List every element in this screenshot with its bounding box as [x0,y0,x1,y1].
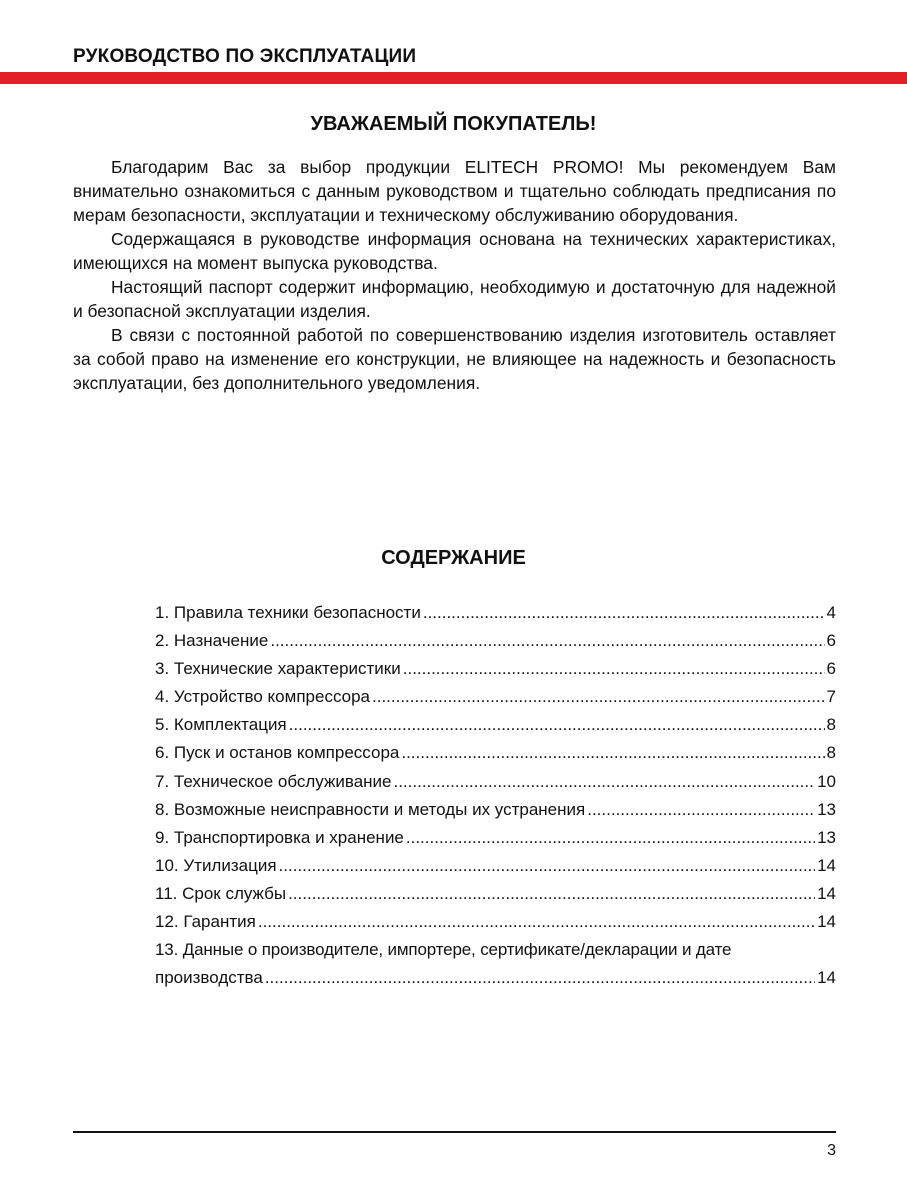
toc-dot-leader [265,964,815,992]
toc-item-label: 8. Возможные неисправности и методы их устранения [155,799,586,819]
intro-paragraph: Настоящий паспорт содержит информацию, необходимую и достаточную для надежной и безопасной эксплуатации изделия. [73,277,836,321]
toc-dot-leader [279,852,816,880]
toc-item-label: 2. Назначение [155,631,269,651]
toc-item-label: производства [155,968,263,988]
toc-dot-leader [401,739,824,767]
toc-item[interactable] [155,683,836,711]
toc-item[interactable] [155,824,836,852]
toc-item-page: 14 [817,855,836,875]
toc-dot-leader [406,824,815,852]
page-number: 3 [827,1142,836,1159]
toc-item-label: 13. Данные о производителе, импортере, сертификате/декларации и дате [155,940,732,960]
intro-paragraph: Благодарим Вас за выбор продукции ELITECH PROMO! Мы рекомендуем Вам внимательно ознакомиться с данным руководством и тщательно соблюдать предписания по мерам безопасности, эксплуатации и техническому обслуживанию оборудования. [73,157,836,225]
toc-item-label: 10. Утилизация [155,855,277,875]
toc-item-page: 13 [817,799,836,819]
toc-item[interactable] [155,655,836,683]
toc-item-label: 5. Комплектация [155,715,287,735]
toc-item-page: 6 [826,659,836,679]
toc-item[interactable] [155,768,836,796]
toc-item[interactable] [155,908,836,936]
toc-item[interactable] [155,599,836,627]
page-header-title: РУКОВОДСТВО ПО ЭКСПЛУАТАЦИИ [73,46,417,67]
greeting-heading: УВАЖАЕМЫЙ ПОКУПАТЕЛЬ! [310,113,597,135]
intro-paragraph: Содержащаяся в руководстве информация основана на технических характеристиках, имеющихся на момент выпуска руководства. [73,229,836,273]
toc-item-page: 8 [826,743,836,763]
toc-item-page: 6 [826,631,836,651]
toc-dot-leader [270,627,824,655]
toc-item-page: 8 [826,715,836,735]
toc-item-page: 13 [817,827,836,847]
toc-item-label: 11. Срок службы [155,883,287,903]
toc-item-label: 7. Техническое обслуживание [155,771,392,791]
toc-item-page: 14 [817,968,836,988]
toc-item[interactable] [155,711,836,739]
toc-dot-leader [372,683,825,711]
toc-item-page: 14 [817,912,836,932]
toc-item[interactable] [155,739,836,767]
toc-item-multiline[interactable] [155,936,836,992]
toc-item-page: 10 [817,771,836,791]
toc-item-label: 6. Пуск и останов компрессора [155,743,400,763]
toc-item-page: 7 [826,687,836,707]
toc-dot-leader [423,599,825,627]
toc-item[interactable] [155,627,836,655]
toc-item-page: 4 [826,603,836,622]
toc-dot-leader [258,908,815,936]
toc-item[interactable] [155,852,836,880]
toc-dot-leader [393,768,815,796]
toc-heading: СОДЕРЖАНИЕ [381,547,526,569]
toc-item[interactable] [155,796,836,824]
intro-text [73,155,836,395]
footer-divider [73,1131,836,1133]
toc-dot-leader [288,880,815,908]
toc-item-page: 14 [817,883,836,903]
table-of-contents [155,599,836,992]
toc-dot-leader [587,796,815,824]
intro-paragraph: В связи с постоянной работой по совершенствованию изделия изготовитель оставляет за собой право на изменение его конструкции, не влияющее на надежность и безопасность эксплуатации, без дополнительного уведомления. [73,325,836,393]
toc-dot-leader [403,655,825,683]
toc-item-label: 4. Устройство компрессора [155,687,370,707]
toc-item-label: 9. Транспортировка и хранение [155,827,404,847]
toc-item-label: 12. Гарантия [155,912,256,932]
toc-item-label: 3. Технические характеристики [155,659,401,679]
toc-dot-leader [289,711,825,739]
toc-item[interactable] [155,880,836,908]
toc-item-continuation [155,964,836,992]
header-accent-bar [0,72,907,84]
toc-item-label: 1. Правила техники безопасности [155,603,421,622]
